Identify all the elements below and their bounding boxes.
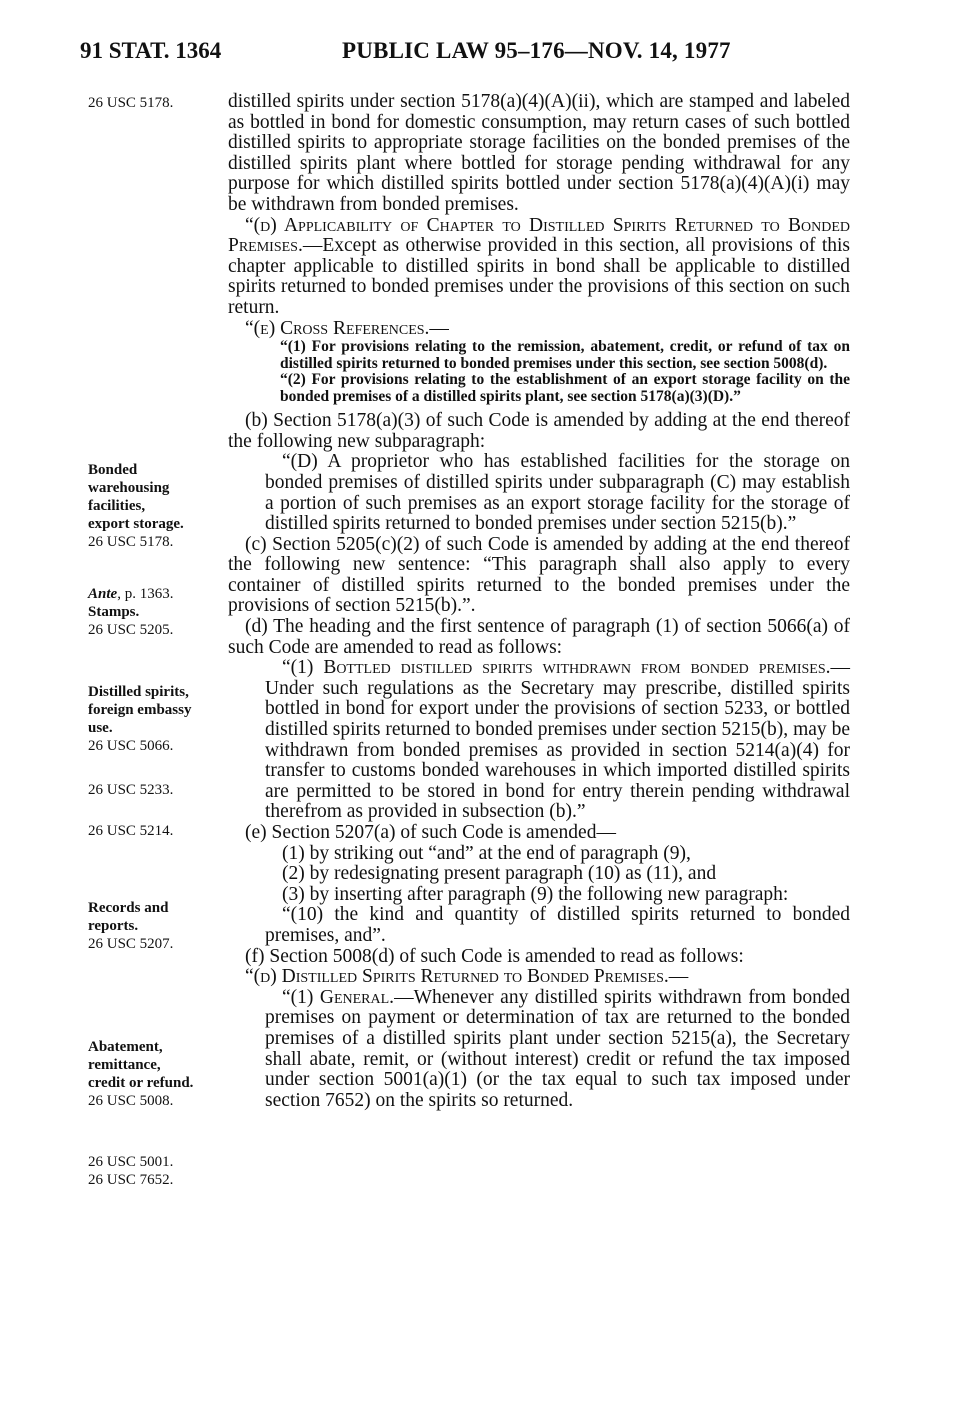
statute-page-number: 91 STAT. 1364	[80, 38, 222, 63]
sidenote-records-reports: Records and reports. 26 USC 5207.	[88, 900, 174, 952]
amendment-b: (b) Section 5178(a)(3) of such Code is amended by adding at the end thereof the following new subparagraph:	[228, 410, 850, 452]
amendment-e-item-1: (1) by striking out “and” at the end of paragraph (9),	[282, 842, 691, 864]
subsection-d-applicability: “(d) Applicability of Chapter to Distilled Spirits Returned to Bonded Premises.—Except as otherwise provided in this section, all provisions of this chapter applicable to distilled spirits in bond shall be applicable to distilled spirits returned to bonded premises under the provisions of this section on such return.	[228, 214, 850, 318]
sidenote-foreign-embassy: Distilled spirits, foreign embassy use. 26 USC 5066.	[88, 684, 192, 754]
amendment-d: (d) The heading and the first sentence of paragraph (1) of section 5066(a) of such Code are amended to read as follows:	[228, 616, 850, 658]
paragraph-10-text: “(10) the kind and quantity of distilled spirits returned to bonded premises, and”.	[265, 904, 850, 946]
sidenote-usc-5001-7652: 26 USC 5001. 26 USC 7652.	[88, 1154, 174, 1188]
paragraph-1-general: “(1) General.—Whenever any distilled spirits withdrawn from bonded premises on payment or determination of tax are returned to the bonded premises of a distilled spirits plant under section 5215(a), the Secretary shall abate, remit, or (without interest) credit or refund the tax imposed under section 5001(a)(1) (or the tax equal to such tax imposed under section 7652) on the spirits so returned.	[265, 986, 850, 1111]
sidenote-usc-5178: 26 USC 5178.	[88, 95, 174, 111]
amendment-e-item-3: (3) by inserting after paragraph (9) the following new paragraph:	[282, 883, 789, 905]
amendment-f: (f) Section 5008(d) of such Code is amended to read as follows:	[245, 945, 744, 967]
cross-reference-1: “(1) For provisions relating to the remission, abatement, credit, or refund of tax on distilled spirits returned to bonded premises under this section, see section 5008(d).	[280, 338, 850, 372]
subsection-e-cross-references: “(e) Cross References.—	[245, 317, 449, 339]
sidenote-usc-5214: 26 USC 5214.	[88, 823, 174, 839]
paragraph-1-bottled-spirits: “(1) Bottled distilled spirits withdrawn from bonded premises.—Under such regulations as the Secretary may prescribe, distilled spirits bottled in bond for export under the provisions of section 5233, or bottled distilled spirits returned to bonded premises under section 5215(b), may be withdrawn from bonded premises as provided in section 5214(a)(4) for transfer to customs bonded warehouses in which imported distilled spirits are permitted to be stored in bond for entry therein pending withdrawal therefrom as provided in subsection (b).”	[265, 657, 850, 823]
sidenote-stamps: Ante, p. 1363. Stamps. 26 USC 5205.	[88, 586, 174, 638]
amendment-e: (e) Section 5207(a) of such Code is amended—	[245, 822, 616, 843]
amendment-e-item-2: (2) by redesignating present paragraph (10) as (11), and	[282, 863, 717, 885]
public-law-title: PUBLIC LAW 95–176—NOV. 14, 1977	[342, 38, 731, 63]
subparagraph-d-proprietor: “(D) A proprietor who has established facilities for the storage on bonded premises of distilled spirits under subparagraph (C) may establish a portion of such premises as an export storage facility for the storage of distilled spirits returned to bonded premises under section 5215(b).”	[265, 451, 850, 535]
sidenote-bonded-warehousing: Bonded warehousing facilities, export storage. 26 USC 5178.	[88, 462, 184, 550]
sidenote-abatement: Abatement, remittance, credit or refund. 26 USC 5008.	[88, 1039, 194, 1109]
statute-body	[228, 92, 850, 1111]
sidenote-usc-5233: 26 USC 5233.	[88, 782, 174, 798]
cross-reference-2: “(2) For provisions relating to the establishment of an export storage facility on the bonded premises of a distilled spirits plant, see section 5178(a)(3)(D).”	[280, 371, 850, 405]
paragraph-continuation: distilled spirits under section 5178(a)(4)(A)(ii), which are stamped and labeled as bottled in bond for domestic consumption, may return cases of such bottled distilled spirits to appropriate storage facilities on the bonded premises of the distilled spirits plant where bottled for storage pending withdrawal for any purpose for which distilled spirits bottled under section 5178(a)(4)(A)(i) may be withdrawn from bonded premises.	[228, 91, 850, 215]
subsection-d-heading: “(d) Distilled Spirits Returned to Bonded Premises.—	[245, 966, 689, 988]
amendment-c: (c) Section 5205(c)(2) of such Code is amended by adding at the end thereof the following new sentence: “This paragraph shall also apply to every container of distilled spirits returned to the bonded premises under the provisions of section 5215(b).”.	[228, 533, 850, 617]
